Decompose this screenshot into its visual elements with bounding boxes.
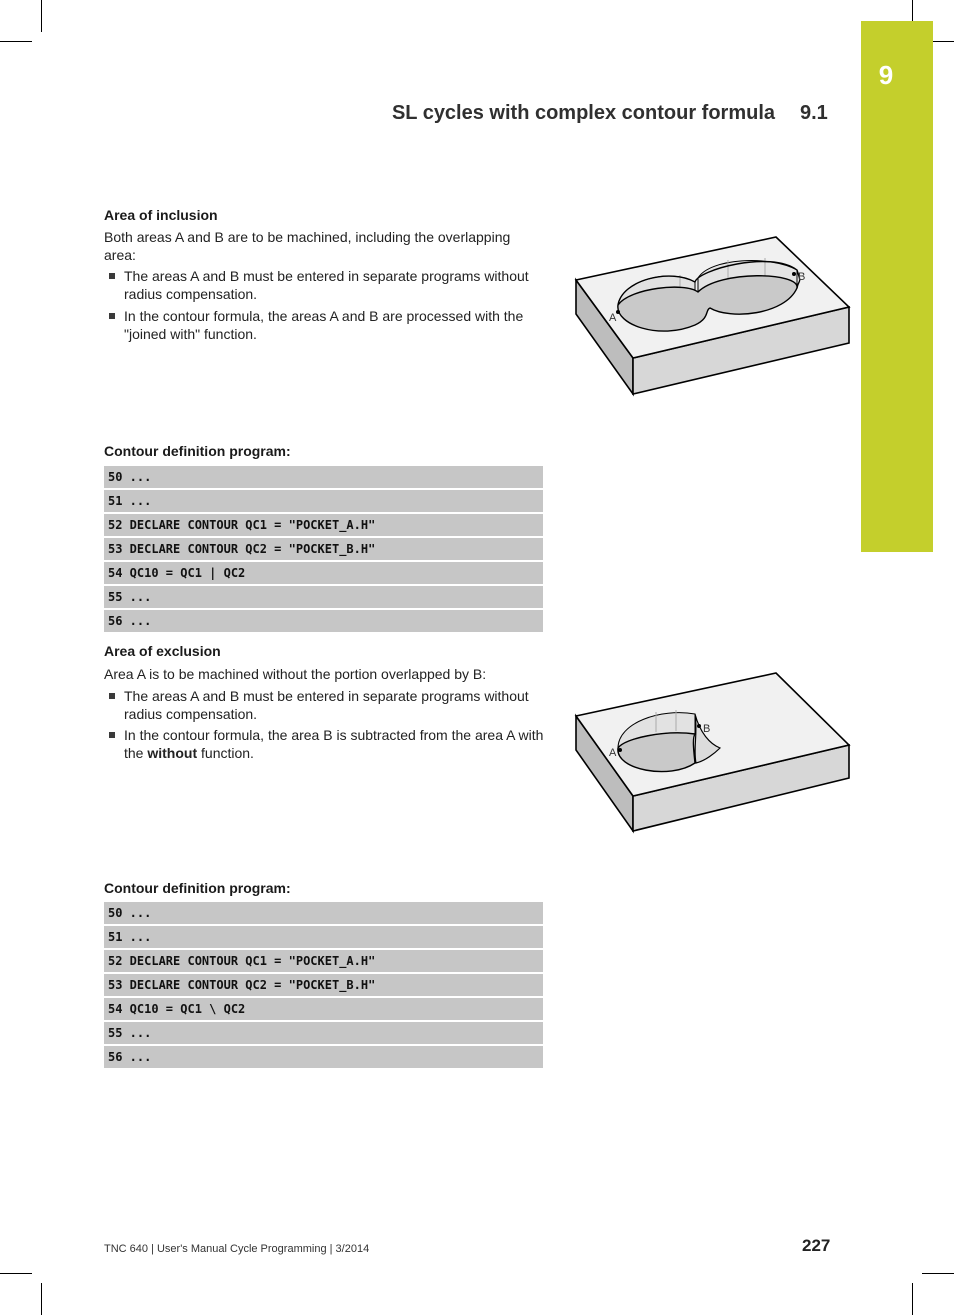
inclusion-program-heading: Contour definition program: — [104, 443, 291, 459]
inclusion-bullet-1 — [104, 267, 544, 303]
inclusion-figure — [570, 230, 855, 400]
code-line: 50 ... — [104, 466, 543, 488]
inclusion-program-table — [104, 466, 543, 634]
code-line: 55 ... — [104, 586, 543, 608]
exclusion-bullet-2 — [104, 726, 544, 762]
inclusion-heading: Area of inclusion — [104, 207, 218, 223]
exclusion-figure — [570, 668, 855, 838]
footer-text: TNC 640 | User's Manual Cycle Programming | 3/2014 — [104, 1243, 370, 1255]
bullet-text-pre: In the contour formula, the area B is subtracted from the area A with the — [124, 727, 544, 761]
chapter-tab — [861, 21, 933, 552]
crop-mark — [0, 1273, 32, 1274]
point-b-marker — [792, 272, 796, 276]
chapter-number: 9 — [878, 60, 894, 90]
inclusion-intro: Both areas A and B are to be machined, including the overlapping area: — [104, 229, 511, 263]
point-a-marker — [616, 310, 620, 314]
code-line: 51 ... — [104, 490, 543, 512]
bullet-square — [109, 313, 115, 319]
exclusion-program-table — [104, 902, 543, 1070]
bullet-text — [124, 726, 544, 762]
crop-mark — [922, 1273, 954, 1274]
point-b-marker — [697, 724, 701, 728]
code-line: 53 DECLARE CONTOUR QC2 = "POCKET_B.H" — [104, 974, 543, 996]
code-line: 55 ... — [104, 1022, 543, 1044]
bullet-text: In the contour formula, the areas A and B are processed with the "joined with" function. — [124, 308, 524, 342]
section-number: 9.1 — [800, 102, 828, 124]
crop-mark — [912, 1283, 913, 1315]
label-b: B — [798, 271, 806, 283]
code-line: 54 QC10 = QC1 \ QC2 — [104, 998, 543, 1020]
code-line: 52 DECLARE CONTOUR QC1 = "POCKET_A.H" — [104, 950, 543, 972]
crop-mark — [912, 0, 913, 21]
label-b: B — [703, 723, 711, 735]
exclusion-intro: Area A is to be machined without the portion overlapped by B: — [104, 666, 487, 682]
bullet-square — [109, 693, 115, 699]
crop-mark — [0, 41, 32, 42]
page-number: 227 — [802, 1236, 831, 1255]
crop-mark — [41, 0, 42, 32]
bullet-square — [109, 732, 115, 738]
code-line: 56 ... — [104, 610, 543, 632]
code-line: 54 QC10 = QC1 | QC2 — [104, 562, 543, 584]
crop-mark — [41, 1283, 42, 1315]
code-line: 56 ... — [104, 1046, 543, 1068]
bullet-text: The areas A and B must be entered in separate programs without radius compensation. — [124, 268, 529, 302]
code-line: 53 DECLARE CONTOUR QC2 = "POCKET_B.H" — [104, 538, 543, 560]
bullet-square — [109, 273, 115, 279]
exclusion-bullet-1 — [104, 687, 544, 723]
label-a: A — [609, 312, 617, 324]
exclusion-heading: Area of exclusion — [104, 643, 221, 659]
inclusion-bullet-2 — [104, 307, 544, 343]
code-line: 50 ... — [104, 902, 543, 924]
bullet-text: The areas A and B must be entered in separate programs without radius compensation. — [124, 688, 529, 722]
code-line: 52 DECLARE CONTOUR QC1 = "POCKET_A.H" — [104, 514, 543, 536]
code-line: 51 ... — [104, 926, 543, 948]
section-title: SL cycles with complex contour formula — [391, 102, 775, 124]
point-a-marker — [618, 748, 622, 752]
exclusion-program-heading: Contour definition program: — [104, 880, 291, 896]
bullet-text-post: function. — [197, 745, 254, 761]
bullet-text-bold: without — [147, 745, 198, 761]
label-a: A — [609, 747, 617, 759]
